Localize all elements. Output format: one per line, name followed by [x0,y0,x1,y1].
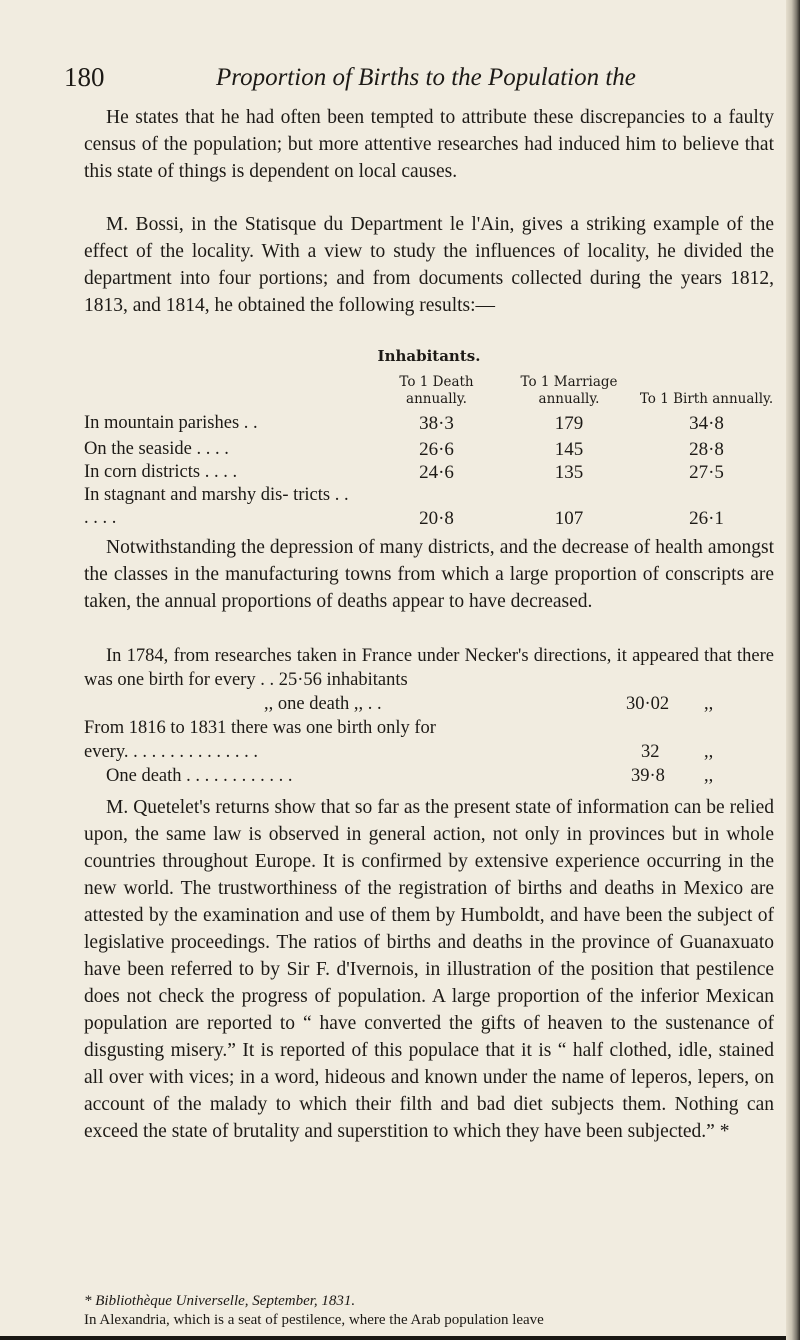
necker-death-unit: ,, [704,694,714,714]
cell-marriage: 107 [554,508,584,529]
paragraph-3: Notwithstanding the depression of many districts, and the decrease of health amongst the classes in the manufacturing towns from which a large proportion of conscripts are taken, the annual proportions of deaths appear to have decreased. [84,537,774,612]
cell-birth: 26·1 [689,508,724,529]
cell-birth: 34·8 [689,412,724,434]
column-header-marriage: To 1 Marriage annually. [520,374,618,407]
cell-death: 26·6 [419,439,454,460]
row-place: On the seaside . . . . [84,439,229,459]
cell-death: 38·3 [419,412,454,434]
cell-marriage: 145 [554,439,584,460]
row-place: In corn districts . . . . [84,462,238,482]
cell-birth: 27·5 [689,462,724,483]
footnote [84,1292,774,1330]
necker-birth-unit: ,, [704,742,714,762]
page-bottom-edge [0,1336,786,1340]
row-place: In stagnant and marshy dis- tricts . . . . . . [84,485,349,528]
cell-marriage: 135 [554,462,584,483]
paragraph-4: In 1784, from researches taken in France under Necker's directions, it appeared that there was one birth for every . . 25·56 inhabitants [84,646,774,690]
footnote-continuation: In Alexandria, which is a seat of pestilence, where the Arab population leave [84,1312,544,1328]
necker-onedeath-value: 39·8 [631,766,665,786]
paragraph-5: M. Quetelet's returns show that so far as the present state of information can be relied upon, the same law is observed in general action, not only in provinces but in whole countries throughout Europe. It is confirmed by extensive experience occurring in the new world. The trustworthiness of the registration of births and deaths in Mexico are attested by the examination and use of them by Humboldt, and have been the subject of legislative proceedings. The ratios of births and deaths in the province of Guanaxuato have been referred to by Sir F. d'Ivernois, in illustration of the position that pestilence does not check the progress of population. A large proportion of the inferior Mexican population are reported to “ have converted the gifts of heaven to the sustenance of disgusting misery.” It is reported of this populace that it is “ half clothed, idle, stained all over with vices; in a word, hideous and known under the name of leperos, lepers, on account of the malady to which their filth and bad diet subjects them. Nothing can exceed the state of brutality and superstition to which they have been subjected.” * [84,797,774,1142]
necker-death-value: 30·02 [626,694,670,714]
running-head [64,62,764,98]
page-edge-shadow [786,0,800,1340]
necker-birth-value: 32 [641,742,660,762]
running-title: Proportion of Births to the Population the [216,64,636,91]
cell-marriage: 179 [554,412,584,434]
table-header-row [84,374,774,408]
paragraph-1: He states that he had often been tempted to attribute these discrepancies to a faulty census of the population; but more attentive researches had induced him to believe that this state of things is dependent on local causes. [84,107,774,182]
cell-death: 20·8 [419,508,454,529]
page-number: 180 [64,62,105,92]
column-header-death: To 1 Death annually. [399,374,474,407]
column-header-birth: To 1 Birth annually. [639,391,774,407]
necker-birth-row [84,740,774,764]
necker-onedeath-unit: ,, [704,766,714,786]
table-row [84,408,774,438]
necker-birth-lead: every. . . . . . . . . . . . . . . [84,742,259,762]
cell-birth: 28·8 [689,439,724,460]
necker-death-row [84,692,774,716]
necker-onedeath-row [84,764,774,788]
table-row [84,461,774,484]
footnote-source: * Bibliothèque Universelle, September, 1831. [84,1293,356,1309]
necker-onedeath-lead: One death . . . . . . . . . . . . [106,766,293,786]
necker-period-row [84,716,774,740]
table-label: Inhabitants. [377,347,481,365]
cell-death: 24·6 [419,462,454,483]
statistics-table [84,374,774,530]
table-row [84,484,774,530]
table-row [84,438,774,461]
paragraph-2: M. Bossi, in the Statisque du Department le l'Ain, gives a striking example of the effect of the locality. With a view to study the influences of locality, he divided the department into four portions; and from documents collected during the years 1812, 1813, and 1814, he obtained the following results:— [84,214,774,316]
necker-period-text: From 1816 to 1831 there was one birth only for [84,718,436,738]
row-place: In mountain parishes . . [84,412,258,433]
necker-death-lead: ,, one death ,, . . [264,694,382,714]
